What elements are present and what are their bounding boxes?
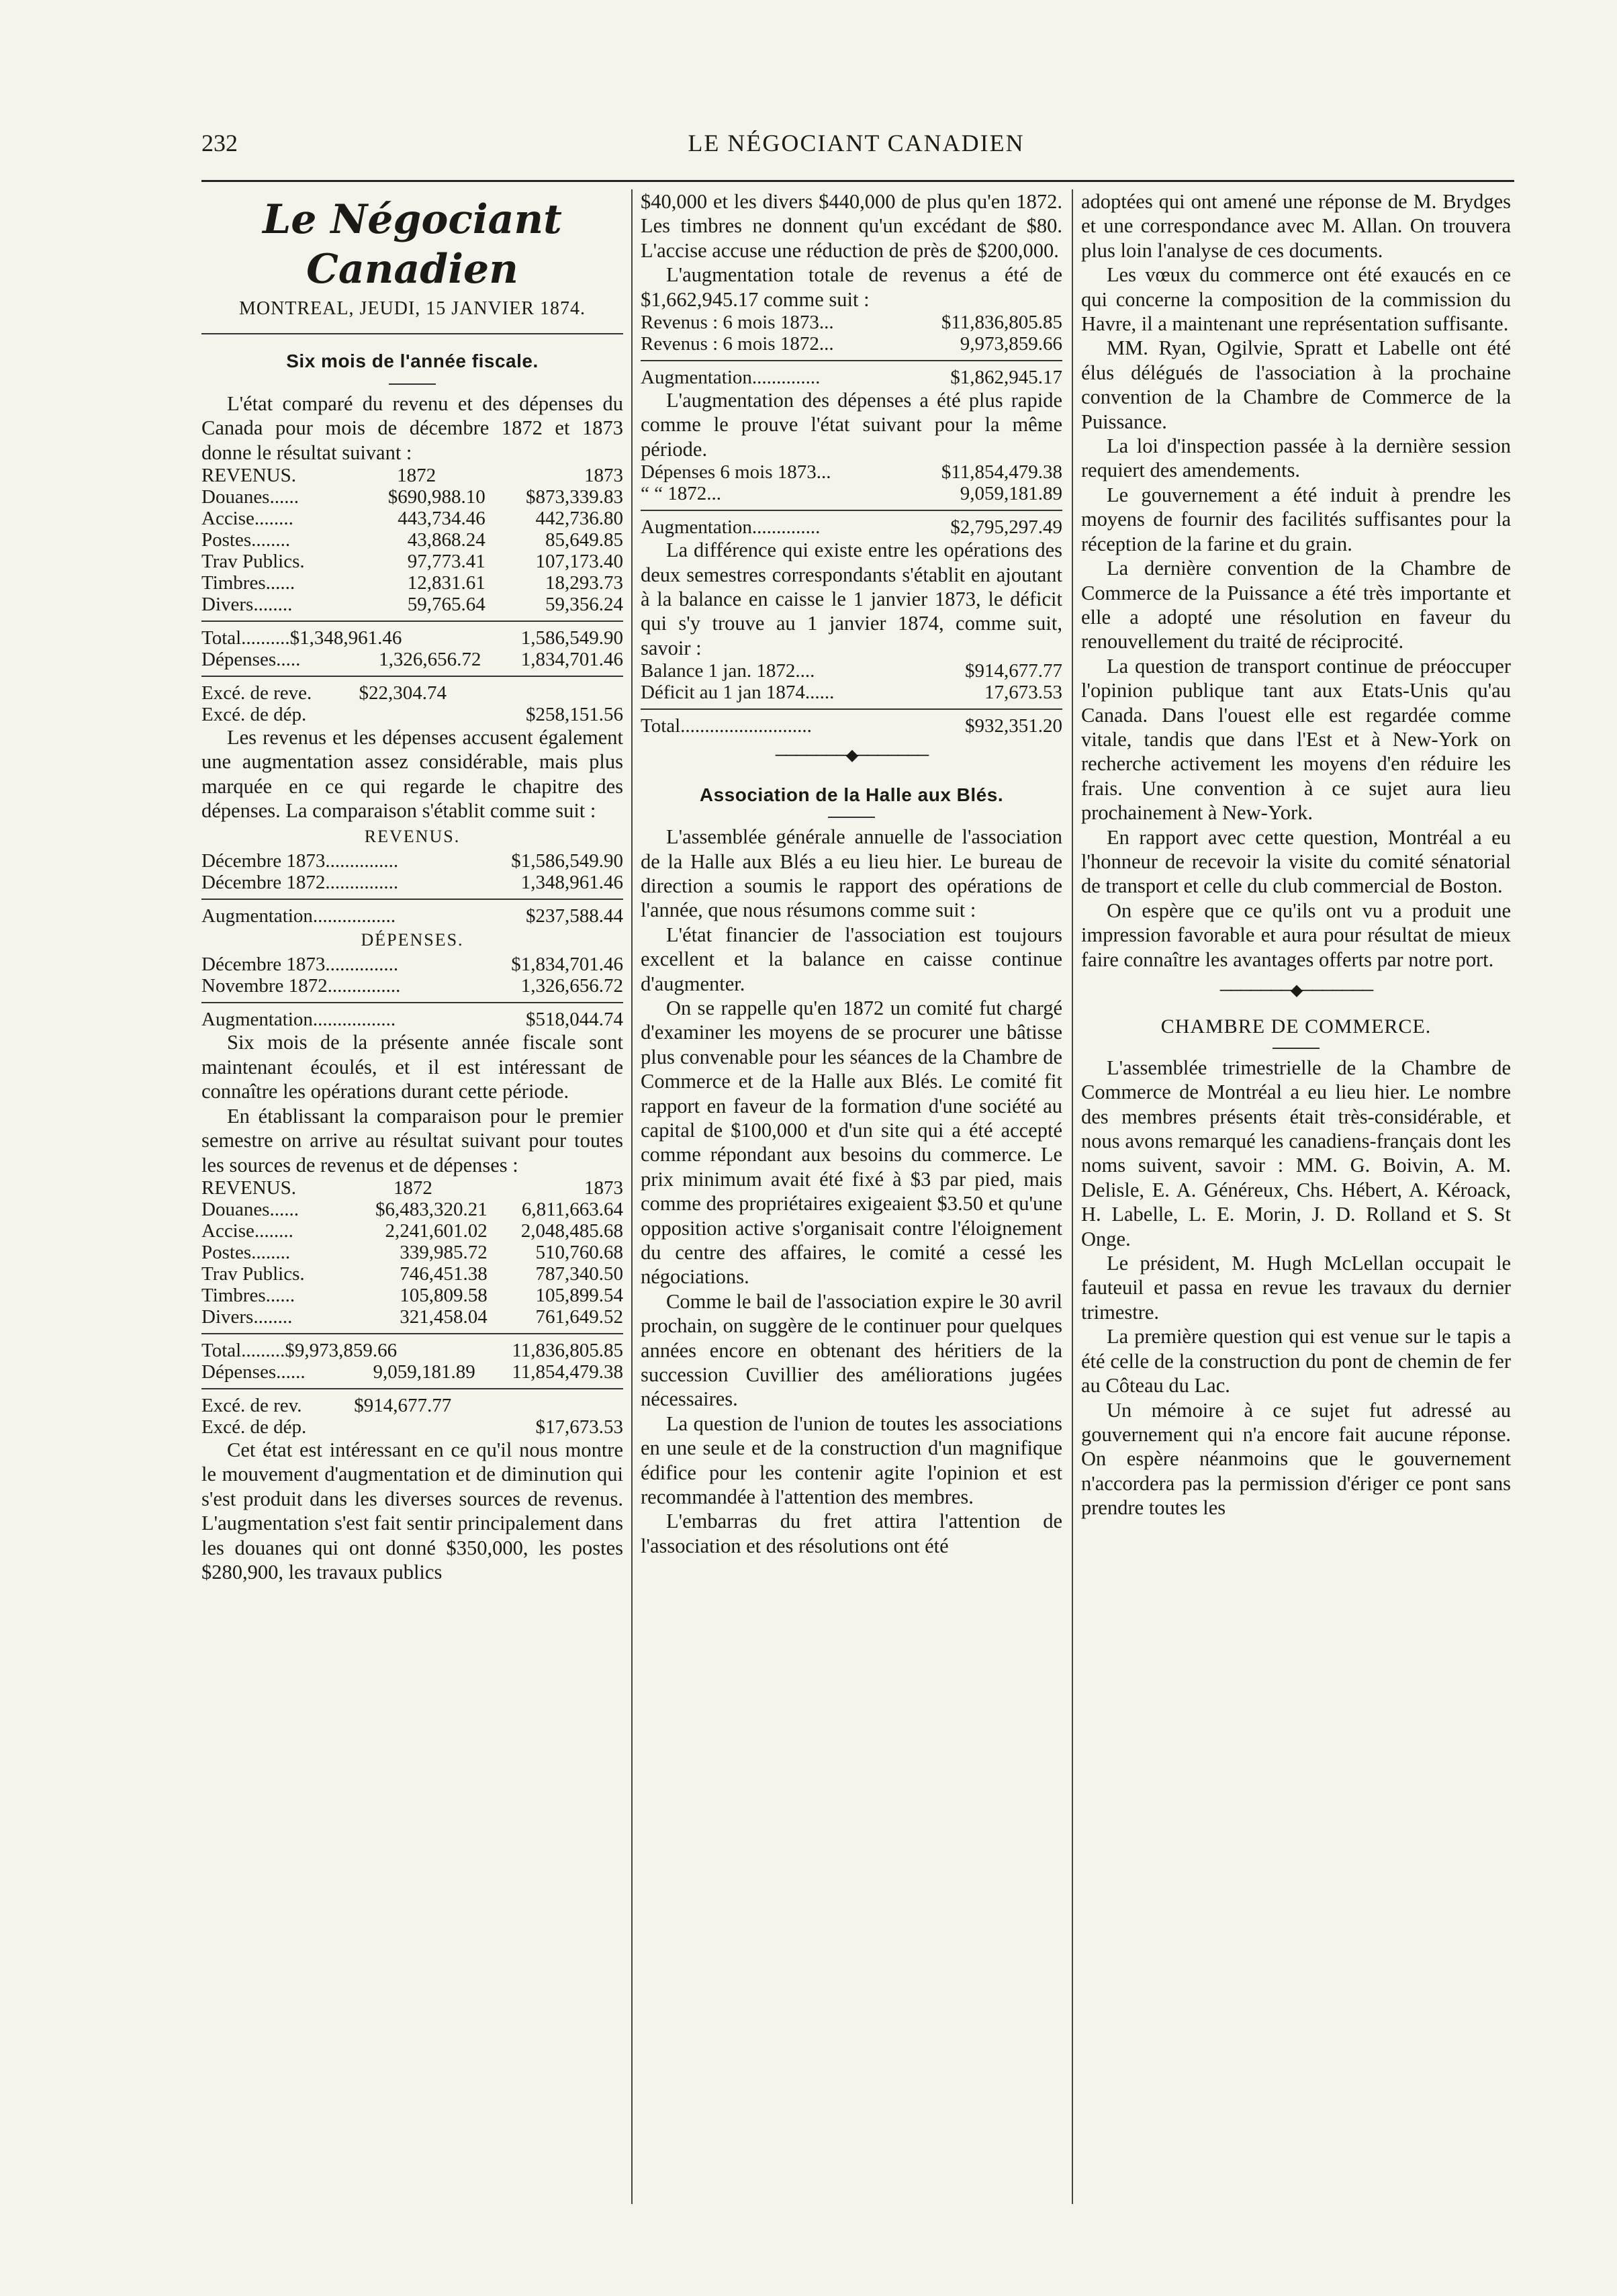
table-cell: 43,868.24 bbox=[407, 529, 486, 551]
table-row bbox=[201, 1199, 623, 1220]
running-title: LE NÉGOCIANT CANADIEN bbox=[688, 130, 1025, 156]
table-row bbox=[201, 1285, 623, 1306]
table-cell: 18,293.73 bbox=[545, 572, 623, 594]
dateline: MONTREAL, JEUDI, 15 JANVIER 1874. bbox=[239, 298, 586, 319]
column-1 bbox=[201, 189, 623, 1584]
table-cell: Postes........ bbox=[201, 529, 291, 551]
paragraph: Le gouvernement a été induit à prendre les moyens de fournir des facilités suffisantes pour la réception de la farine et du grain. bbox=[1081, 483, 1511, 555]
table-cell: Total.........$9,973,859.66 bbox=[201, 1339, 398, 1361]
table-cell: 2,241,601.02 bbox=[385, 1220, 488, 1242]
table-cell: 11,836,805.85 bbox=[512, 1339, 623, 1361]
paragraph: La question de l'union de toutes les associations en une seule et de la construction d'un magnifique édifice pour les contenir agite l'opinion et est recommandée à l'attention des membres. bbox=[641, 1412, 1062, 1509]
balance-total bbox=[641, 715, 1062, 737]
table-cell: $11,854,479.38 bbox=[941, 461, 1062, 484]
table-cell: Revenus : 6 mois 1873... bbox=[641, 312, 834, 334]
article-heading: CHAMBRE DE COMMERCE. bbox=[1160, 1015, 1432, 1038]
table-row bbox=[641, 312, 1062, 333]
paragraph: L'embarras du fret attira l'attention de l'association et des résolutions ont été bbox=[641, 1510, 1062, 1557]
table-cell: Accise........ bbox=[201, 1220, 293, 1242]
table-cell: Total........................... bbox=[641, 715, 812, 737]
table-cell: 1872 bbox=[393, 1177, 432, 1199]
table-cell: 321,458.04 bbox=[400, 1305, 488, 1328]
table-cell: Augmentation.............. bbox=[641, 516, 821, 539]
expense-comparison-table bbox=[201, 954, 623, 997]
masthead: Le Négociant Canadien bbox=[263, 196, 562, 293]
table-cell: $1,834,701.46 bbox=[511, 954, 623, 976]
table-cell: Déficit au 1 jan 1874...... bbox=[641, 682, 835, 704]
table-cell: Décembre 1873............... bbox=[201, 954, 399, 976]
paragraph: MM. Ryan, Ogilvie, Spratt et Labelle ont été élus délégués de l'association à la prochaine convention de la Chambre de Commerce de la Puissance. bbox=[1081, 336, 1511, 433]
table-row bbox=[201, 1306, 623, 1328]
table-cell: Douanes...... bbox=[201, 486, 299, 508]
table-row bbox=[641, 461, 1062, 483]
divider bbox=[389, 383, 436, 385]
table-cell: Timbres...... bbox=[201, 572, 295, 594]
table-row bbox=[641, 367, 1062, 388]
table-row bbox=[641, 682, 1062, 703]
table-row bbox=[201, 551, 623, 572]
paragraph: Les revenus et les dépenses accusent également une augmentation assez considérable, mais plus marquée en ce qui regarde le chapitre des dépenses. La comparaison s'établit comme suit : bbox=[201, 726, 623, 823]
table-cell: Dépenses...... bbox=[201, 1361, 306, 1383]
table-cell: 11,854,479.38 bbox=[512, 1361, 623, 1383]
table-cell: $2,795,297.49 bbox=[950, 516, 1062, 539]
table-cell: 9,059,181.89 bbox=[960, 483, 1062, 505]
expense-increase-table bbox=[201, 1009, 623, 1030]
table-row bbox=[201, 572, 623, 594]
paragraph: $40,000 et les divers $440,000 de plus qu'en 1872. Les timbres ne donnent qu'un excédant de $80. L'accise accuse une réduction de près de $200,000. bbox=[641, 190, 1062, 262]
table-cell: Accise........ bbox=[201, 508, 293, 530]
table-cell: 510,760.68 bbox=[535, 1241, 623, 1263]
paragraph: Comme le bail de l'association expire le 30 avril prochain, on suggère de le continuer pour quelques années encore en obtenant des héritiers de la succession Cuvillier des améliorations jugées nécessaires. bbox=[641, 1289, 1062, 1411]
table-cell bbox=[359, 704, 484, 725]
table-row bbox=[201, 627, 623, 649]
table-row bbox=[641, 516, 1062, 538]
table-cell: 6,811,663.64 bbox=[521, 1198, 623, 1220]
table-label: REVENUS. bbox=[364, 826, 461, 846]
table-cell: 107,173.40 bbox=[535, 551, 623, 573]
paragraph: La loi d'inspection passée à la dernière session requiert des amendements. bbox=[1081, 434, 1511, 482]
article-heading: Six mois de l'année fiscale. bbox=[286, 351, 539, 372]
divider bbox=[201, 899, 623, 900]
table-cell: 1,348,961.46 bbox=[520, 872, 623, 894]
table-cell: $22,304.74 bbox=[359, 682, 447, 704]
column-2 bbox=[641, 189, 1062, 1558]
table-cell: Augmentation.............. bbox=[641, 367, 821, 389]
table-cell: Trav Publics. bbox=[201, 1262, 305, 1285]
table-cell: Augmentation................. bbox=[201, 905, 396, 927]
table-cell: 12,831.61 bbox=[407, 572, 486, 594]
paragraph: L'assemblée générale annuelle de l'association de la Halle aux Blés a eu lieu hier. Le bureau de direction a soumis le rapport des opérations de l'année, que nous résumons comme suit : bbox=[641, 825, 1062, 922]
table-row bbox=[201, 1220, 623, 1242]
totals-table-december bbox=[201, 627, 623, 670]
table-cell: 1872 bbox=[397, 465, 436, 487]
table-cell: $932,351.20 bbox=[965, 715, 1062, 737]
table-cell: $914,677.77 bbox=[965, 660, 1062, 682]
table-cell: “ “ 1872... bbox=[641, 483, 721, 505]
column-3 bbox=[1081, 189, 1511, 1520]
expense-six-month-table bbox=[641, 461, 1062, 504]
table-row bbox=[201, 594, 623, 615]
table-row bbox=[201, 649, 623, 670]
paragraph: L'assemblée trimestrielle de la Chambre de Commerce de Montréal a eu lieu hier. Le nombre des membres présents était très-considérable, et nous avons remarqué les canadiens-français dont les noms suivent, savoir : MM. G. Boivin, A. M. Delisle, E. A. Généreux, Chs. Hébert, A. Kéroack, H. Labelle, L. E. Morin, J. D. Rolland et S. St Onge. bbox=[1081, 1056, 1511, 1250]
table-cell: 1,586,549.90 bbox=[520, 627, 623, 649]
table-cell: 443,734.46 bbox=[398, 508, 486, 530]
table-cell: Décembre 1872............... bbox=[201, 872, 399, 894]
table-header-row bbox=[201, 1177, 623, 1199]
table-cell: $11,836,805.85 bbox=[941, 312, 1062, 334]
divider bbox=[201, 621, 623, 622]
paragraph: Cet état est intéressant en ce qu'il nous montre le mouvement d'augmentation et de diminution qui s'est produit dans les diverses sources de revenus. L'augmentation s'est fait sentir principalement dans les douanes qui ont donné $350,000, les postes $280,900, les travaux publics bbox=[201, 1438, 623, 1583]
paragraph: L'augmentation totale de revenus a été de $1,662,945.17 comme suit : bbox=[641, 263, 1062, 311]
table-cell: 97,773.41 bbox=[407, 551, 486, 573]
balance-table bbox=[641, 660, 1062, 703]
table-cell: $258,151.56 bbox=[526, 704, 623, 726]
table-cell: Décembre 1873............... bbox=[201, 850, 399, 872]
table-cell: $518,044.74 bbox=[526, 1009, 623, 1031]
table-cell: Divers........ bbox=[201, 594, 293, 616]
paragraph: On espère que ce qu'ils ont vu a produit une impression favorable et aura pour résultat de mieux faire connaître les avantages offerts par notre port. bbox=[1081, 899, 1511, 971]
excess-table-six-months bbox=[201, 1395, 623, 1438]
paragraph: Un mémoire à ce sujet fut adressé au gouvernement qui n'a encore fait aucune réponse. On espère néanmoins que le gouvernement n'accordera pas la permission d'ériger ce pont sans prendre toutes les bbox=[1081, 1398, 1511, 1520]
table-row bbox=[201, 1242, 623, 1263]
table-cell: $237,588.44 bbox=[526, 905, 623, 927]
table-row bbox=[201, 1395, 623, 1416]
table-cell: Dépenses 6 mois 1873... bbox=[641, 461, 831, 484]
table-cell: Balance 1 jan. 1872.... bbox=[641, 660, 815, 682]
table-cell: 9,059,181.89 bbox=[373, 1361, 475, 1383]
table-row bbox=[201, 905, 623, 927]
divider bbox=[641, 360, 1062, 361]
page-number: 232 bbox=[201, 130, 238, 156]
table-cell: Total..........$1,348,961.46 bbox=[201, 627, 402, 649]
table-cell: Dépenses..... bbox=[201, 649, 301, 671]
ornament-divider: ───────◆─────── bbox=[1219, 982, 1373, 999]
revenue-table-six-months bbox=[201, 1177, 623, 1328]
table-cell: Douanes...... bbox=[201, 1198, 299, 1220]
paragraph: La différence qui existe entre les opérations des deux semestres correspondants s'établit en ajoutant à la balance en caisse le 1 janvier 1873, le déficit qui s'y trouve au 1 janvier 1874, comme suit, savoir : bbox=[641, 539, 1062, 659]
table-cell: 59,356.24 bbox=[545, 594, 623, 616]
table-cell: $873,339.83 bbox=[526, 486, 623, 508]
table-cell: $1,862,945.17 bbox=[950, 367, 1062, 389]
table-row bbox=[201, 508, 623, 529]
table-row bbox=[641, 483, 1062, 504]
paragraph: Le président, M. Hugh McLellan occupait le fauteuil et passa en revue les travaux du dernier trimestre. bbox=[1081, 1252, 1511, 1324]
divider bbox=[828, 817, 875, 818]
table-cell: 85,649.85 bbox=[545, 529, 623, 551]
table-cell: $6,483,320.21 bbox=[375, 1198, 488, 1220]
table-cell bbox=[354, 1416, 496, 1438]
excess-table-december bbox=[201, 682, 623, 725]
paragraph: L'état comparé du revenu et des dépenses du Canada pour mois de décembre 1872 et 1873 donne le résultat suivant : bbox=[201, 392, 623, 464]
table-row bbox=[201, 529, 623, 551]
table-row bbox=[201, 704, 623, 725]
paragraph: La question de transport continue de préoccuper l'opinion publique tant aux Etats-Unis qu'au Canada. Dans l'ouest elle est regardée comme vitale, tandis que dans l'Est et à New-York on recherche activement les moyens d'en réduire les frais. Une convention à ce sujet aura lieu prochainement à New-York. bbox=[1081, 654, 1511, 825]
table-cell: 59,765.64 bbox=[407, 594, 486, 616]
table-cell: Trav Publics. bbox=[201, 551, 305, 573]
table-cell: 746,451.38 bbox=[400, 1262, 488, 1285]
table-cell: 105,899.54 bbox=[535, 1284, 623, 1306]
divider bbox=[201, 333, 623, 334]
paragraph: adoptées qui ont amené une réponse de M. Brydges et une correspondance avec M. Allan. On trouvera plus loin l'analyse de ces documents. bbox=[1081, 190, 1511, 262]
table-cell: Postes........ bbox=[201, 1241, 291, 1263]
paragraph: En rapport avec cette question, Montréal a eu l'honneur de recevoir la visite du comité sénatorial de transport et celle du club commercial de Boston. bbox=[1081, 825, 1511, 898]
table-cell: $914,677.77 bbox=[354, 1394, 452, 1416]
table-cell: 9,973,859.66 bbox=[960, 333, 1062, 355]
table-cell: $17,673.53 bbox=[535, 1416, 623, 1438]
table-cell: Excé. de dép. bbox=[201, 704, 307, 726]
revenue-increase-table bbox=[201, 905, 623, 927]
running-header bbox=[201, 129, 1511, 169]
column-divider bbox=[1072, 189, 1073, 2204]
expense-six-month-increase bbox=[641, 516, 1062, 538]
revenue-comparison-table bbox=[201, 850, 623, 893]
table-cell: $1,586,549.90 bbox=[511, 850, 623, 872]
table-cell: Divers........ bbox=[201, 1305, 293, 1328]
table-cell: 1,834,701.46 bbox=[520, 649, 623, 671]
table-row bbox=[201, 1340, 623, 1361]
table-row bbox=[201, 975, 623, 997]
table-cell: $690,988.10 bbox=[387, 486, 486, 508]
revenue-table-december bbox=[201, 465, 623, 615]
article-heading: Association de la Halle aux Blés. bbox=[699, 784, 1004, 805]
table-row bbox=[641, 333, 1062, 355]
table-cell: Excé. de rev. bbox=[201, 1394, 302, 1416]
table-cell: 761,649.52 bbox=[535, 1305, 623, 1328]
table-cell: REVENUS. bbox=[201, 465, 296, 487]
table-cell: Novembre 1872............... bbox=[201, 975, 401, 997]
table-cell: REVENUS. bbox=[201, 1177, 296, 1199]
ornament-divider: ───────◆─────── bbox=[775, 747, 928, 765]
table-cell: 1,326,656.72 bbox=[379, 649, 481, 671]
table-row bbox=[201, 850, 623, 872]
table-row bbox=[201, 682, 623, 704]
table-row bbox=[201, 1009, 623, 1030]
divider bbox=[201, 676, 623, 677]
divider bbox=[1273, 1048, 1320, 1049]
table-cell: 2,048,485.68 bbox=[520, 1220, 623, 1242]
paragraph: Six mois de la présente année fiscale sont maintenant écoulés, et il est intéressant de connaître les opérations durant cette période. bbox=[201, 1031, 623, 1103]
paragraph: L'augmentation des dépenses a été plus rapide comme le prouve l'état suivant pour la même période. bbox=[641, 389, 1062, 461]
table-cell: Revenus : 6 mois 1872... bbox=[641, 333, 834, 355]
paragraph: Les vœux du commerce ont été exaucés en ce qui concerne la composition de la commission du Havre, il a maintenant une représentation suffisante. bbox=[1081, 263, 1511, 336]
table-row bbox=[201, 1416, 623, 1438]
paragraph: La dernière convention de la Chambre de Commerce de la Puissance a été très importante et elle a adopté une résolution en faveur du renouvellement du traité de réciprocité. bbox=[1081, 557, 1511, 653]
paragraph: L'état financier de l'association est toujours excellent et la balance en caisse continue d'augmenter. bbox=[641, 923, 1062, 995]
table-row bbox=[201, 1361, 623, 1383]
table-label: DÉPENSES. bbox=[361, 930, 464, 950]
table-cell: Timbres...... bbox=[201, 1284, 295, 1306]
table-row bbox=[201, 872, 623, 893]
table-row bbox=[201, 486, 623, 508]
column-divider bbox=[631, 189, 633, 2204]
revenue-six-month-increase bbox=[641, 367, 1062, 388]
paragraph: On se rappelle qu'en 1872 un comité fut chargé d'examiner les moyens de se procurer une bâtisse plus convenable pour les séances de la Chambre de Commerce et de la Halle aux Blés. Le comité fit rapport en faveur de la formation d'une société au capital de $100,000 et d'un site qui a été accepté comme répondant aux besoins du commerce. Le prix minimum avait été fixé à $3 par pied, mais comme des propriétaires exigeaient $3.50 et qu'une opposition active s'organisait contre l'éloignement du centre des affaires, le comité a cessé les négociations. bbox=[641, 996, 1062, 1289]
table-cell: 787,340.50 bbox=[535, 1262, 623, 1285]
paragraph: En établissant la comparaison pour le premier semestre on arrive au résultat suivant pour toutes les sources de revenus et de dépenses : bbox=[201, 1104, 623, 1177]
table-cell: 1,326,656.72 bbox=[520, 975, 623, 997]
divider bbox=[201, 1388, 623, 1389]
totals-table-six-months bbox=[201, 1340, 623, 1383]
revenue-six-month-table bbox=[641, 312, 1062, 355]
divider bbox=[641, 510, 1062, 511]
divider bbox=[641, 708, 1062, 710]
table-header-row bbox=[201, 465, 623, 486]
header-rule bbox=[201, 180, 1514, 182]
divider bbox=[201, 1333, 623, 1334]
table-cell: 105,809.58 bbox=[400, 1284, 488, 1306]
paragraph: La première question qui est venue sur le tapis a été celle de la construction du pont de chemin de fer au Côteau du Lac. bbox=[1081, 1325, 1511, 1397]
divider bbox=[201, 1002, 623, 1003]
table-cell: 1873 bbox=[584, 465, 623, 487]
table-cell: 17,673.53 bbox=[984, 682, 1062, 704]
table-cell bbox=[484, 682, 623, 704]
table-row bbox=[201, 1263, 623, 1285]
table-cell: Excé. de reve. bbox=[201, 682, 312, 704]
table-cell: 339,985.72 bbox=[400, 1241, 488, 1263]
table-cell bbox=[496, 1395, 623, 1416]
table-cell: Excé. de dép. bbox=[201, 1416, 307, 1438]
table-cell: Augmentation................. bbox=[201, 1009, 396, 1031]
table-row bbox=[641, 660, 1062, 682]
table-cell: 442,736.80 bbox=[535, 508, 623, 530]
table-row bbox=[201, 954, 623, 975]
table-cell: 1873 bbox=[584, 1177, 623, 1199]
table-row bbox=[641, 715, 1062, 737]
